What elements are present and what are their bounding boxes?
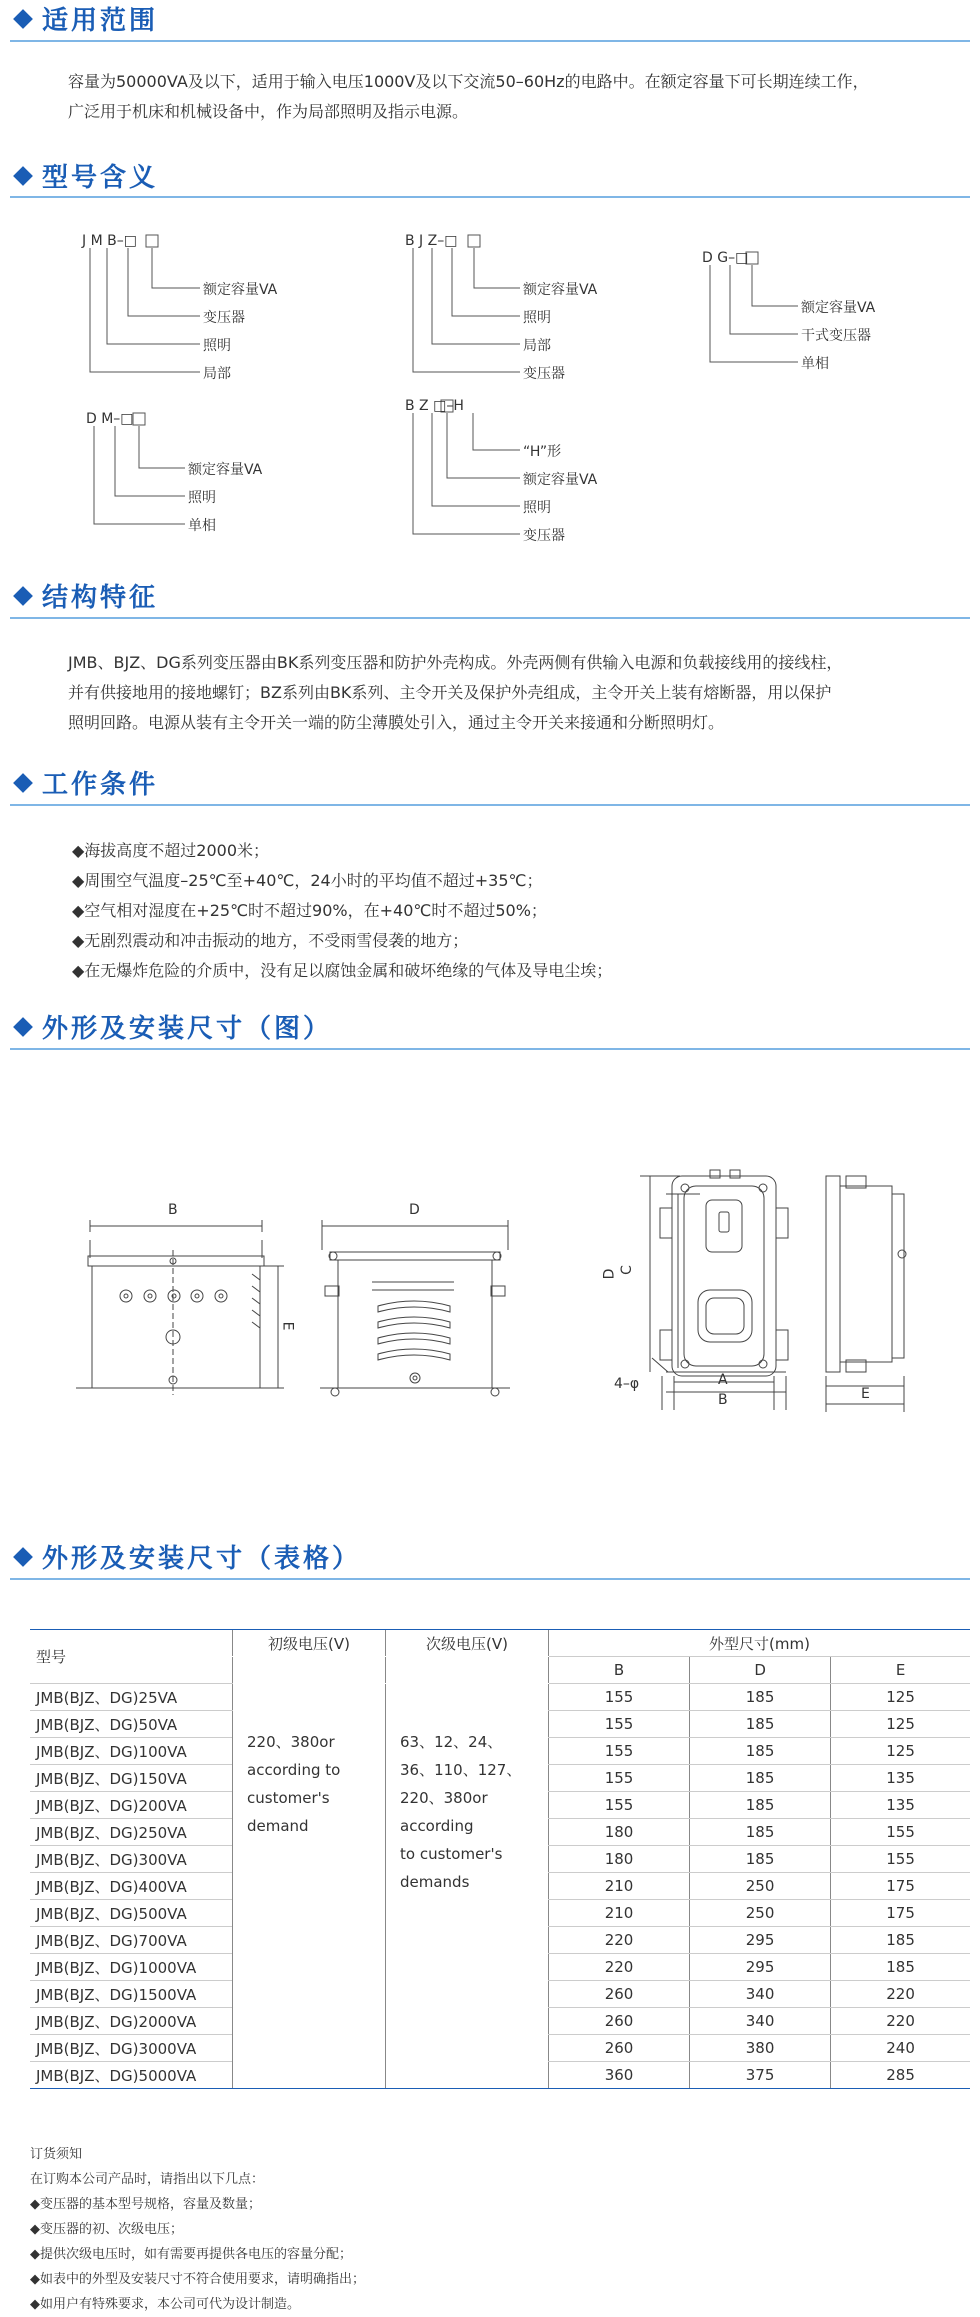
- cell-b: 260: [549, 1981, 690, 2008]
- cell-secondary: [386, 1684, 549, 2089]
- diamond-icon: [13, 773, 33, 793]
- model-label: 局部: [203, 366, 231, 382]
- model-label: 照明: [203, 338, 231, 354]
- cell-e: 220: [831, 1981, 970, 2008]
- cell-d: 185: [690, 1711, 831, 1738]
- section-title-structure: 结构特征: [10, 577, 158, 614]
- cell-d: 250: [690, 1873, 831, 1900]
- cell-e: 125: [831, 1684, 970, 1711]
- section-title-dims-table: 外形及安装尺寸（表格）: [10, 1538, 361, 1575]
- model-code-dm: D M–□: [86, 411, 134, 427]
- model-label: 照明: [523, 500, 551, 516]
- cell-e: 175: [831, 1900, 970, 1927]
- divider: [10, 617, 970, 619]
- model-label: 变压器: [523, 528, 565, 544]
- cell-e: 135: [831, 1792, 970, 1819]
- model-code-bjz: B J Z–□: [405, 233, 458, 249]
- order-notes: [30, 2142, 365, 2317]
- cell-d: 340: [690, 1981, 831, 2008]
- diamond-icon: [13, 586, 33, 606]
- dimension-table: [30, 1629, 970, 2089]
- cell-primary: [233, 1684, 386, 2089]
- secondary-voltage-line: demands: [400, 1873, 470, 1891]
- cell-model: JMB(BJZ、DG)3000VA: [30, 2035, 233, 2062]
- model-code-bz: B Z □–H: [405, 398, 464, 414]
- structure-paragraph: JMB、BJZ、DG系列变压器由BK系列变压器和防护外壳构成。外壳两侧有供输入电源和负载接线用的接线柱， 并有供接地用的接地螺钉；BZ系列由BK系列、主令开关及保护外壳组成，主令开关上装有熔断器，用以保护 照明回路。电源从装有主令开关一端的防尘薄膜处引入，通过主令开关来接通和分断照明灯。: [68, 653, 843, 732]
- cell-e: 135: [831, 1765, 970, 1792]
- section-title-conditions: 工作条件: [10, 764, 158, 801]
- dim-label-hole: 4–φ: [614, 1376, 640, 1392]
- dim-label-c: C: [618, 1265, 635, 1275]
- list-item: ◆无剧烈震动和冲击振动的地方，不受雨雪侵袭的地方；: [72, 931, 469, 950]
- col-primary: 初级电压(V): [233, 1630, 386, 1657]
- cell-b: 260: [549, 2035, 690, 2062]
- cell-model: JMB(BJZ、DG)300VA: [30, 1846, 233, 1873]
- cell-b: 155: [549, 1738, 690, 1765]
- cell-model: JMB(BJZ、DG)500VA: [30, 1900, 233, 1927]
- cell-e: 240: [831, 2035, 970, 2062]
- list-item: ◆如表中的外型及安装尺寸不符合使用要求，请明确指出；: [30, 2272, 365, 2287]
- cell-d: 185: [690, 1819, 831, 1846]
- cell-b: 220: [549, 1954, 690, 1981]
- cell-b: 155: [549, 1765, 690, 1792]
- section-title-scope: 适用范围: [10, 0, 158, 37]
- cell-b: 155: [549, 1792, 690, 1819]
- model-code-dg: D G–□: [702, 250, 749, 266]
- divider: [10, 196, 970, 198]
- primary-voltage-line: 220、380or: [247, 1733, 335, 1751]
- empty-cell: [233, 1657, 386, 1684]
- cell-d: 375: [690, 2062, 831, 2089]
- dim-label-e: E: [861, 1386, 870, 1402]
- cell-b: 210: [549, 1900, 690, 1927]
- cell-d: 295: [690, 1927, 831, 1954]
- section-title-model: 型号含义: [10, 157, 158, 194]
- dim-label-d: D: [601, 1268, 618, 1280]
- cell-model: JMB(BJZ、DG)700VA: [30, 1927, 233, 1954]
- cell-d: 295: [690, 1954, 831, 1981]
- model-label: “H”形: [523, 444, 562, 460]
- cell-b: 210: [549, 1873, 690, 1900]
- model-label: 单相: [188, 518, 216, 534]
- cell-model: JMB(BJZ、DG)1500VA: [30, 1981, 233, 2008]
- secondary-voltage-line: 63、12、24、: [400, 1733, 503, 1751]
- col-dims: 外型尺寸(mm): [549, 1630, 971, 1657]
- cell-e: 155: [831, 1819, 970, 1846]
- scope-paragraph: 容量为50000VA及以下，适用于输入电压1000V及以下交流50–60Hz的电路中。在额定容量下可长期连续工作， 广泛用于机床和机械设备中，作为局部照明及指示电源。: [68, 72, 869, 121]
- cell-b: 180: [549, 1819, 690, 1846]
- cell-model: JMB(BJZ、DG)5000VA: [30, 2062, 233, 2089]
- list-item: ◆如用户有特殊要求，本公司可代为设计制造。: [30, 2297, 300, 2312]
- secondary-voltage-line: 36、110、127、: [400, 1761, 522, 1779]
- table-header-row: [30, 1630, 970, 1657]
- cell-d: 185: [690, 1765, 831, 1792]
- list-item: ◆提供次级电压时，如有需要再提供各电压的容量分配；: [30, 2247, 352, 2262]
- col-b: B: [549, 1657, 690, 1684]
- dim-label-d: D: [409, 1202, 420, 1218]
- dimension-drawings: [0, 1150, 980, 1450]
- cell-e: 185: [831, 1927, 970, 1954]
- cell-model: JMB(BJZ、DG)400VA: [30, 1873, 233, 1900]
- cell-b: 260: [549, 2008, 690, 2035]
- cell-d: 340: [690, 2008, 831, 2035]
- cell-d: 250: [690, 1900, 831, 1927]
- cell-b: 155: [549, 1684, 690, 1711]
- cell-e: 155: [831, 1846, 970, 1873]
- cell-model: JMB(BJZ、DG)50VA: [30, 1711, 233, 1738]
- cell-model: JMB(BJZ、DG)25VA: [30, 1684, 233, 1711]
- cell-d: 185: [690, 1738, 831, 1765]
- divider: [10, 1048, 970, 1050]
- cell-b: 180: [549, 1846, 690, 1873]
- secondary-voltage-line: 220、380or: [400, 1789, 488, 1807]
- col-model: 型号: [30, 1630, 233, 1684]
- divider: [10, 40, 970, 42]
- model-label: 额定容量VA: [203, 282, 278, 298]
- cell-model: JMB(BJZ、DG)100VA: [30, 1738, 233, 1765]
- model-label: 局部: [523, 338, 551, 354]
- diamond-icon: [13, 1547, 33, 1567]
- list-item: ◆周围空气温度–25℃至+40℃，24小时的平均值不超过+35℃；: [72, 871, 543, 890]
- cell-d: 185: [690, 1684, 831, 1711]
- model-label: 单相: [801, 356, 829, 372]
- table-body: [30, 1630, 970, 2089]
- cell-e: 125: [831, 1711, 970, 1738]
- primary-voltage-line: demand: [247, 1817, 309, 1835]
- cell-d: 185: [690, 1846, 831, 1873]
- list-item: ◆变压器的初、次级电压；: [30, 2222, 183, 2237]
- model-label: 变压器: [203, 310, 245, 326]
- cell-e: 220: [831, 2008, 970, 2035]
- list-item: ◆在无爆炸危险的介质中，没有足以腐蚀金属和破坏绝缘的气体及导电尘埃；: [72, 961, 613, 980]
- model-label: 额定容量VA: [801, 300, 876, 316]
- secondary-voltage-line: according: [400, 1817, 474, 1835]
- cell-b: 155: [549, 1711, 690, 1738]
- cell-model: JMB(BJZ、DG)2000VA: [30, 2008, 233, 2035]
- conditions-list: [72, 836, 612, 986]
- list-item: ◆空气相对湿度在+25℃时不超过90%，在+40℃时不超过50%；: [72, 901, 547, 920]
- cell-model: JMB(BJZ、DG)150VA: [30, 1765, 233, 1792]
- notes-intro: 在订购本公司产品时，请指出以下几点：: [30, 2172, 265, 2187]
- dim-label-e: E: [279, 1321, 296, 1331]
- diamond-icon: [13, 166, 33, 186]
- model-label: 额定容量VA: [523, 472, 598, 488]
- divider: [10, 804, 970, 806]
- col-secondary: 次级电压(V): [386, 1630, 549, 1657]
- section-title-dims-figure: 外形及安装尺寸（图）: [10, 1008, 332, 1045]
- dim-label-b: B: [168, 1202, 178, 1218]
- model-label: 照明: [188, 490, 216, 506]
- list-item: ◆变压器的基本型号规格，容量及数量；: [30, 2197, 261, 2212]
- drawings-svg: [0, 1150, 980, 1450]
- divider: [10, 1578, 970, 1580]
- cell-b: 360: [549, 2062, 690, 2089]
- notes-title: 订货须知: [30, 2147, 83, 2162]
- primary-voltage-line: according to: [247, 1761, 341, 1779]
- cell-e: 125: [831, 1738, 970, 1765]
- model-code-lines: [0, 200, 980, 580]
- model-label: 额定容量VA: [188, 462, 263, 478]
- cell-model: JMB(BJZ、DG)1000VA: [30, 1954, 233, 1981]
- model-label: 额定容量VA: [523, 282, 598, 298]
- diamond-icon: [13, 1017, 33, 1037]
- col-d: D: [690, 1657, 831, 1684]
- cell-b: 220: [549, 1927, 690, 1954]
- secondary-voltage-line: to customer's: [400, 1845, 503, 1863]
- cell-model: JMB(BJZ、DG)250VA: [30, 1819, 233, 1846]
- dim-label-b: B: [718, 1392, 728, 1408]
- table-row: [30, 1684, 970, 1711]
- primary-voltage-line: customer's: [247, 1789, 330, 1807]
- list-item: ◆海拔高度不超过2000米；: [72, 841, 270, 860]
- empty-cell: [386, 1657, 549, 1684]
- cell-d: 185: [690, 1792, 831, 1819]
- cell-d: 380: [690, 2035, 831, 2062]
- model-label: 照明: [523, 310, 551, 326]
- cell-model: JMB(BJZ、DG)200VA: [30, 1792, 233, 1819]
- model-label: 变压器: [523, 366, 565, 382]
- col-e: E: [831, 1657, 970, 1684]
- diamond-icon: [13, 9, 33, 29]
- dim-label-a: A: [718, 1372, 728, 1388]
- model-label: 干式变压器: [801, 328, 871, 344]
- cell-e: 285: [831, 2062, 970, 2089]
- model-code-jmb: J M B–□: [82, 233, 137, 249]
- cell-e: 185: [831, 1954, 970, 1981]
- cell-e: 175: [831, 1873, 970, 1900]
